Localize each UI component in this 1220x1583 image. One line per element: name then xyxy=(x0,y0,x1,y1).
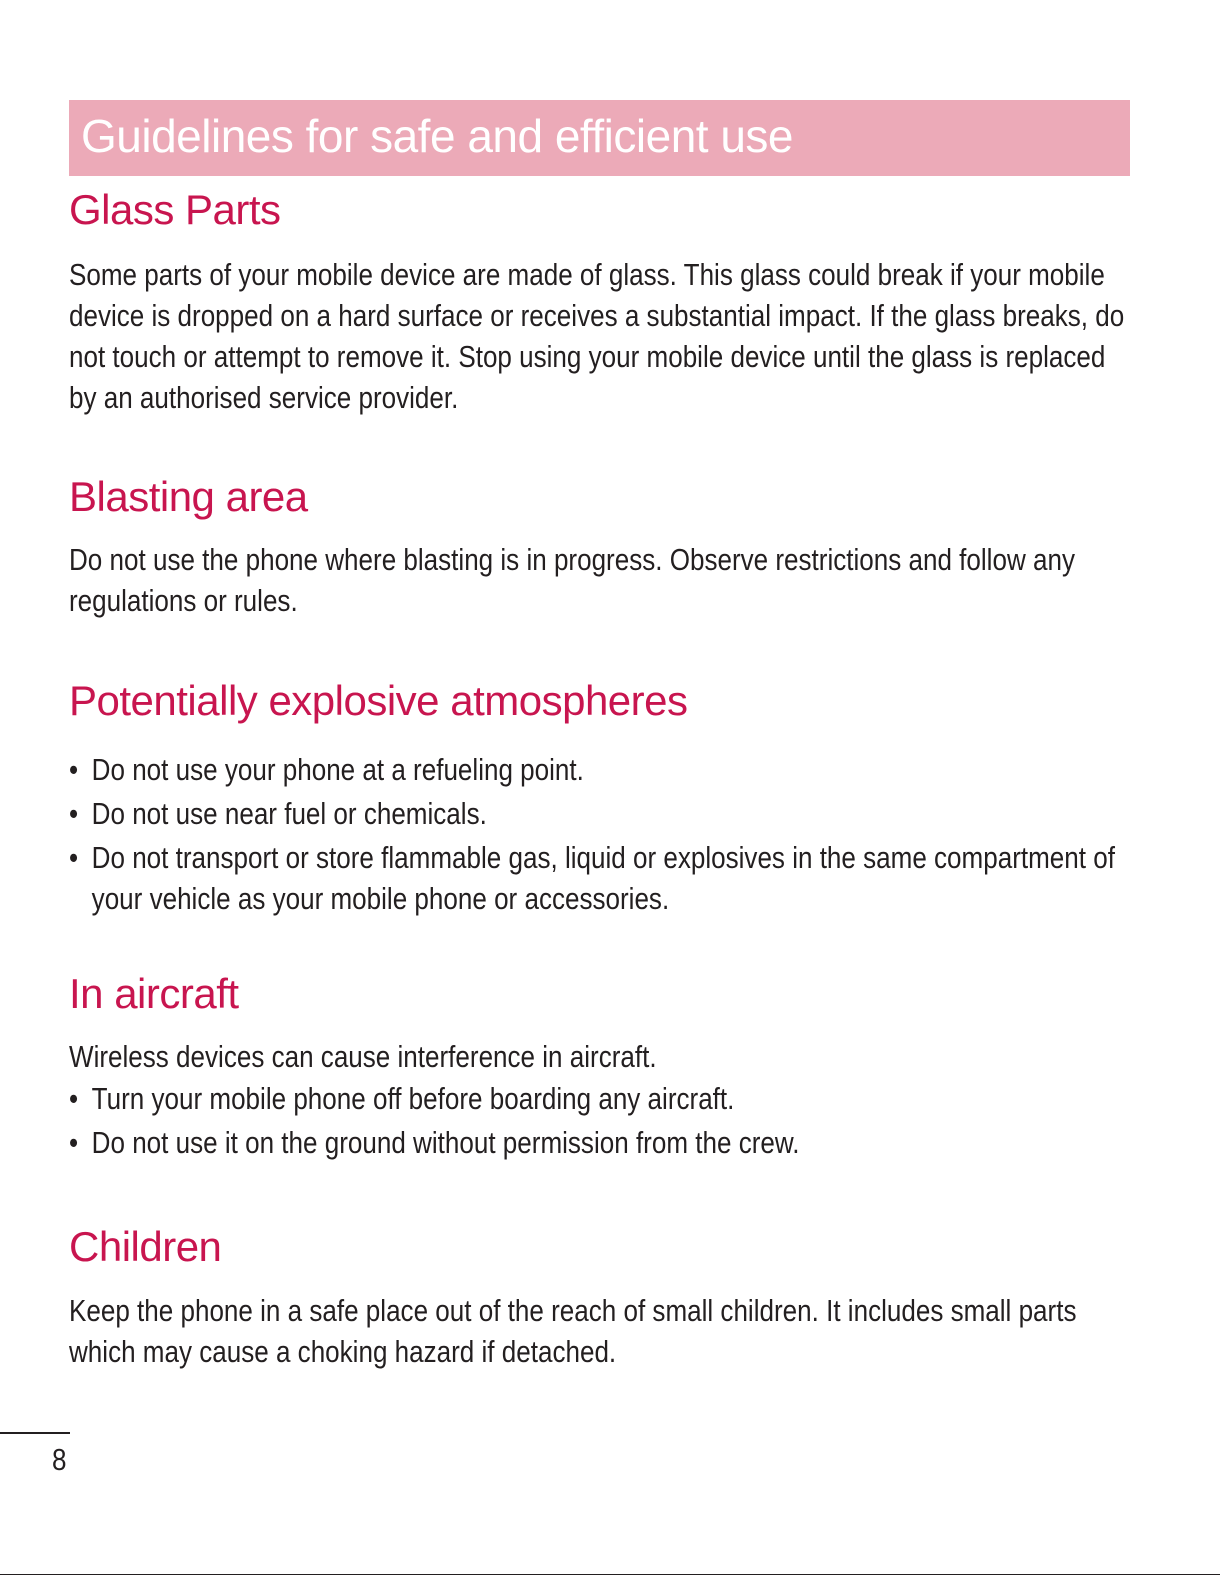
section-heading-children: Children xyxy=(69,1223,222,1270)
list-item xyxy=(69,749,1136,790)
section-text-in-aircraft: Wireless devices can cause interference in aircraft. xyxy=(69,1039,657,1074)
section-heading-explosive-atmospheres: Potentially explosive atmospheres xyxy=(69,677,688,724)
list-item-text: Do not use near fuel or chemicals. xyxy=(91,796,487,831)
title-banner xyxy=(69,100,1130,176)
bullet-icon: • xyxy=(69,796,79,831)
section-in-aircraft xyxy=(69,968,1139,1166)
section-text-children: Keep the phone in a safe place out of the reach of small children. It includes small parts which may cause a choking hazard if detached. xyxy=(69,1293,1077,1369)
page-number: 8 xyxy=(52,1442,67,1477)
list-item xyxy=(69,1122,1136,1163)
section-heading-glass-parts: Glass Parts xyxy=(69,186,281,233)
list-item-text: Do not use it on the ground without permission from the crew. xyxy=(91,1125,800,1160)
footer-rule xyxy=(0,1432,70,1434)
section-text-glass-parts: Some parts of your mobile device are made of glass. This glass could break if your mobile device is dropped on a hard surface or receives a substantial impact. If the glass breaks, do not touch or attempt to remove it. Stop using your mobile device until the glass is replaced by an authorised service provider. xyxy=(69,257,1125,415)
section-text-blasting-area: Do not use the phone where blasting is in progress. Observe restrictions and follow any regulations or rules. xyxy=(69,542,1075,618)
bullet-list-aircraft xyxy=(69,1078,1136,1163)
section-children xyxy=(69,1221,1139,1372)
bullet-icon: • xyxy=(69,1081,79,1116)
section-explosive-atmospheres xyxy=(69,675,1139,922)
list-item xyxy=(69,837,1136,919)
section-glass-parts xyxy=(69,184,1139,418)
list-item-text: Do not transport or store flammable gas, liquid or explosives in the same compartment of your vehicle as your mobile phone or accessories. xyxy=(91,840,1115,916)
bottom-rule xyxy=(0,1574,1220,1575)
list-item xyxy=(69,1078,1136,1119)
list-item xyxy=(69,793,1136,834)
page-title: Guidelines for safe and efficient use xyxy=(81,110,793,162)
list-item-text: Turn your mobile phone off before boarding any aircraft. xyxy=(91,1081,735,1116)
bullet-icon: • xyxy=(69,840,79,875)
section-heading-in-aircraft: In aircraft xyxy=(69,970,239,1017)
section-heading-blasting-area: Blasting area xyxy=(69,473,308,520)
bullet-icon: • xyxy=(69,1125,79,1160)
bullet-list-explosive xyxy=(69,749,1136,919)
section-blasting-area xyxy=(69,471,1139,621)
list-item-text: Do not use your phone at a refueling point. xyxy=(91,752,584,787)
bullet-icon: • xyxy=(69,752,79,787)
